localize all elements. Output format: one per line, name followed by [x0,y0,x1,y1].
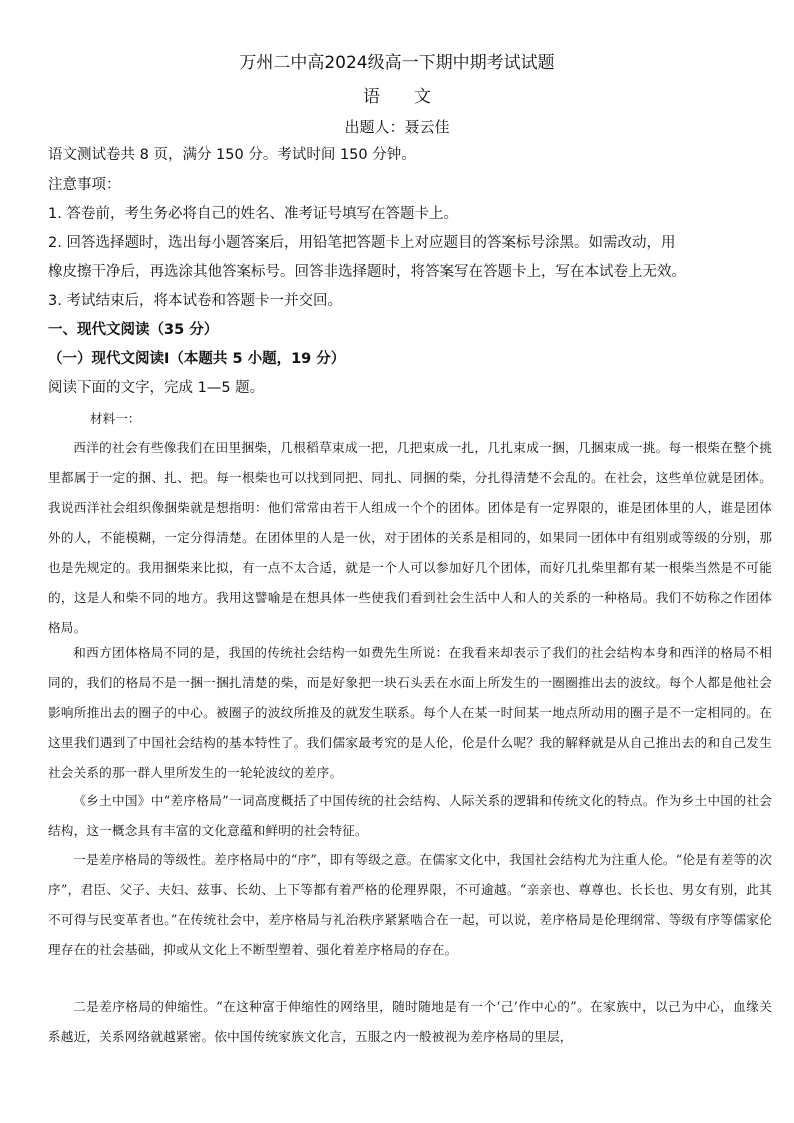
passage-paragraph-4: 一是差序格局的等级性。差序格局中的“序”，即有等级之意。在儒家文化中，我国社会结构尤为注重人伦。“伦是有差等的次序”，君臣、父子、夫妇、兹事、长幼、上下等都有着严格的伦理界限，不可逾越。“亲亲也、尊尊也、长长也、男女有别，此其不可得与民变革者也。”在传统社会中，差序格局与礼治秩序紧紧啮合在一起，可以说，差序格局是伦理纲常、等级有序等儒家伦理存在的社会基础，抑或从文化上不断型塑着、强化着差序格局的存在。 [48,852,772,957]
author-line: 出题人：聂云佳 [344,118,450,136]
notice-item-1: 1. 答卷前，考生务必将自己的姓名、准考证号填写在答题卡上。 [48,206,458,222]
exam-info: 语文测试卷共 8 页，满分 150 分。考试时间 150 分钟。 [48,147,416,163]
notice-item-2a: 2. 回答选择题时，选出每小题答案后，用铅笔把答题卡上对应题目的答案标号涂黑。如需改动，用 [48,235,676,251]
reading-instruction: 阅读下面的文字，完成 1—5 题。 [48,380,265,396]
subject-title: 语 文 [363,87,431,107]
passage-paragraph-5: 二是差序格局的伸缩性。“在这种富于伸缩性的网络里，随时随地是有一个‘己’作中心的”。在家族中，以己为中心，血缘关系越近，关系网络就越紧密。依中国传统家族文化言，五服之内一般被视为差序格局的里层， [48,999,772,1044]
passage-paragraph-2: 和西方团体格局不同的是，我国的传统社会结构一如费先生所说：在我看来却表示了我们的社会结构本身和西洋的格局不相同的，我们的格局不是一捆一捆扎清楚的柴，而是好象把一块石头丢在水面上所发生的一圈圈推出去的波纹。每个人都是他社会影响所推出去的圈子的中心。被圈子的波纹所推及的就发生联系。每个人在某一时间某一地点所动用的圈子是不一定相同的。在这里我们遇到了中国社会结构的基本特性了。我们儒家最考究的是人伦，伦是什么呢？我的解释就是从自己推出去的和自己发生社会关系的那一群人里所发生的一轮轮波纹的差序。 [48,645,772,780]
notice-heading: 注意事项： [48,177,121,193]
section-heading: 一、现代文阅读（35 分） [48,322,219,338]
notice-item-2b: 橡皮擦干净后，再选涂其他答案标号。回答非选择题时，将答案写在答题卡上，写在本试卷上无效。 [48,264,686,280]
passage-paragraph-1: 西洋的社会有些像我们在田里捆柴，几根稻草束成一把，几把束成一扎，几扎束成一捆，几捆束成一挑。每一根柴在整个挑里都属于一定的捆、扎、把。每一根柴也可以找到同把、同扎、同捆的柴，分扎得清楚不会乱的。在社会，这些单位就是团体。我说西洋社会组织像捆柴就是想指明：他们常常由若干人组成一个个的团体。团体是有一定界限的，谁是团体里的人，谁是团体外的人，不能模糊，一定分得清楚。在团体里的人是一伙，对于团体的关系是相同的，如果同一团体中有组别或等级的分别，那也是先规定的。我用捆柴来比拟，有一点不太合适，就是一个人可以参加好几个团体，而好几扎柴里都有某一根柴当然是不可能的，这是人和柴不同的地方。我用这譬喻是在想具体一些使我们看到社会生活中人和人的关系的一种格局。我们不妨称之作团体格局。 [48,440,772,635]
material-label: 材料一： [90,411,141,426]
sub-section-heading: （一）现代文阅读Ⅰ（本题共 5 小题，19 分） [48,351,346,367]
notice-item-3: 3. 考试结束后，将本试卷和答题卡一并交回。 [48,293,342,309]
exam-title: 万州二中高2024级高一下期中期考试试题 [239,53,555,73]
passage-paragraph-3: 《乡土中国》中“差序格局”一词高度概括了中国传统的社会结构、人际关系的逻辑和传统文化的特点。作为乡土中国的社会结构，这一概念具有丰富的文化意蕴和鲜明的社会特征。 [48,793,772,838]
